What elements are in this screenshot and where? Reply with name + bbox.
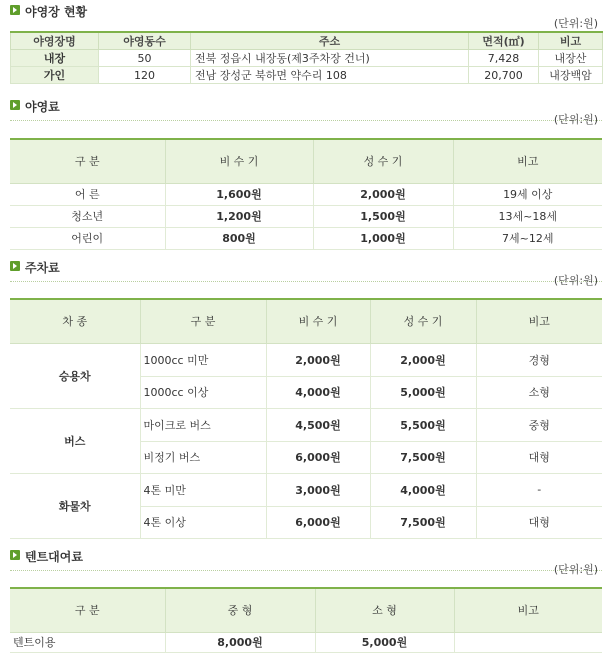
table-cell: 4톤 미만 — [140, 473, 266, 506]
table-cell: 내장산 — [539, 50, 603, 67]
unit-label: (단위:원) — [553, 274, 598, 287]
tent-rental-table — [10, 587, 602, 653]
section-title: 야영장 현황 — [25, 5, 88, 19]
table-header-row — [10, 139, 602, 183]
table-cell: 대형 — [476, 441, 602, 473]
campsite-name: 가인 — [11, 67, 99, 84]
section-tent-rental — [10, 547, 602, 657]
table-cell: 50 — [99, 50, 191, 67]
table-cell: 4,000원 — [266, 376, 370, 408]
section-header — [10, 2, 602, 20]
table-cell: 2,000원 — [313, 183, 453, 205]
table-cell: 마이크로 버스 — [140, 408, 266, 441]
table-cell: 19세 이상 — [453, 183, 602, 205]
bullet-arrow-icon — [10, 5, 20, 15]
bullet-arrow-icon — [10, 550, 20, 560]
table-cell: 4,000원 — [370, 473, 476, 506]
table-row — [10, 632, 602, 652]
table-cell: 전북 정읍시 내장동(제3주차장 건너) — [191, 50, 469, 67]
table-cell: 1,000원 — [313, 227, 453, 249]
table-cell: 5,000원 — [315, 632, 454, 652]
column-header: 중 형 — [165, 588, 315, 632]
table-cell: 소형 — [476, 376, 602, 408]
table-cell: 4,500원 — [266, 408, 370, 441]
column-header: 야영동수 — [99, 32, 191, 50]
vehicle-type: 버스 — [10, 408, 140, 473]
section-header — [10, 97, 602, 121]
column-header: 비고 — [454, 588, 602, 632]
table-cell: 6,000원 — [266, 441, 370, 473]
column-header: 차 종 — [10, 299, 140, 343]
column-header: 면적(㎡) — [469, 32, 539, 50]
column-header: 비 수 기 — [165, 139, 313, 183]
bullet-arrow-icon — [10, 261, 20, 271]
table-cell: 7,500원 — [370, 506, 476, 538]
table-cell: 내장백암 — [539, 67, 603, 84]
table-header-row — [10, 588, 602, 632]
column-header: 구 분 — [10, 588, 165, 632]
table-cell: 경형 — [476, 343, 602, 376]
table-cell: 비정기 버스 — [140, 441, 266, 473]
table-header-row — [11, 32, 603, 50]
section-camping-fee — [10, 97, 602, 257]
column-header: 비 수 기 — [266, 299, 370, 343]
parking-fee-table — [10, 298, 602, 539]
campsite-name: 내장 — [11, 50, 99, 67]
column-header: 구 분 — [10, 139, 165, 183]
table-row — [10, 343, 602, 376]
section-title: 야영료 — [25, 100, 60, 114]
table-cell: 4톤 이상 — [140, 506, 266, 538]
dotted-divider — [10, 120, 602, 121]
table-cell: 대형 — [476, 506, 602, 538]
table-cell: 7세~12세 — [453, 227, 602, 249]
column-header: 야영장명 — [11, 32, 99, 50]
section-header — [10, 547, 602, 571]
column-header: 성 수 기 — [370, 299, 476, 343]
bullet-arrow-icon — [10, 100, 20, 110]
table-row — [10, 183, 602, 205]
unit-label: (단위:원) — [553, 17, 598, 30]
table-cell: 2,000원 — [370, 343, 476, 376]
table-cell: 7,428 — [469, 50, 539, 67]
dotted-divider — [10, 570, 602, 571]
table-cell: 6,000원 — [266, 506, 370, 538]
column-header: 성 수 기 — [313, 139, 453, 183]
unit-label: (단위:원) — [553, 113, 598, 126]
table-cell: 어 른 — [10, 183, 165, 205]
vehicle-type: 승용차 — [10, 343, 140, 408]
table-cell: 800원 — [165, 227, 313, 249]
table-cell: 7,500원 — [370, 441, 476, 473]
column-header: 주소 — [191, 32, 469, 50]
unit-label: (단위:원) — [553, 563, 598, 576]
table-header-row — [10, 299, 602, 343]
table-cell: 청소년 — [10, 205, 165, 227]
table-cell: 13세~18세 — [453, 205, 602, 227]
column-header: 비고 — [539, 32, 603, 50]
camping-fee-table — [10, 138, 602, 250]
column-header: 소 형 — [315, 588, 454, 632]
dotted-divider — [10, 281, 602, 282]
campsite-table — [10, 31, 603, 84]
section-title: 텐트대여료 — [25, 550, 83, 564]
section-header — [10, 258, 602, 282]
table-cell: 1,500원 — [313, 205, 453, 227]
table-cell: 전남 장성군 북하면 약수리 108 — [191, 67, 469, 84]
table-cell: 1,200원 — [165, 205, 313, 227]
section-title: 주차료 — [25, 261, 60, 275]
table-cell: 20,700 — [469, 67, 539, 84]
table-cell: 120 — [99, 67, 191, 84]
table-cell: 1000cc 이상 — [140, 376, 266, 408]
table-cell: 5,000원 — [370, 376, 476, 408]
table-row — [11, 67, 603, 84]
table-cell: 3,000원 — [266, 473, 370, 506]
table-cell: 5,500원 — [370, 408, 476, 441]
table-cell: 텐트이용 — [10, 632, 165, 652]
table-cell: 1000cc 미만 — [140, 343, 266, 376]
table-row — [11, 50, 603, 67]
table-cell: - — [476, 473, 602, 506]
table-cell: 8,000원 — [165, 632, 315, 652]
vehicle-type: 화물차 — [10, 473, 140, 538]
table-cell: 중형 — [476, 408, 602, 441]
table-cell: 1,600원 — [165, 183, 313, 205]
column-header: 비고 — [476, 299, 602, 343]
table-row — [10, 205, 602, 227]
table-cell: 2,000원 — [266, 343, 370, 376]
table-cell: 어린이 — [10, 227, 165, 249]
section-campsite-status — [10, 2, 602, 88]
table-row — [10, 408, 602, 441]
table-row — [10, 473, 602, 506]
table-cell — [454, 632, 602, 652]
table-row — [10, 227, 602, 249]
column-header: 구 분 — [140, 299, 266, 343]
section-parking-fee — [10, 258, 602, 540]
column-header: 비고 — [453, 139, 602, 183]
